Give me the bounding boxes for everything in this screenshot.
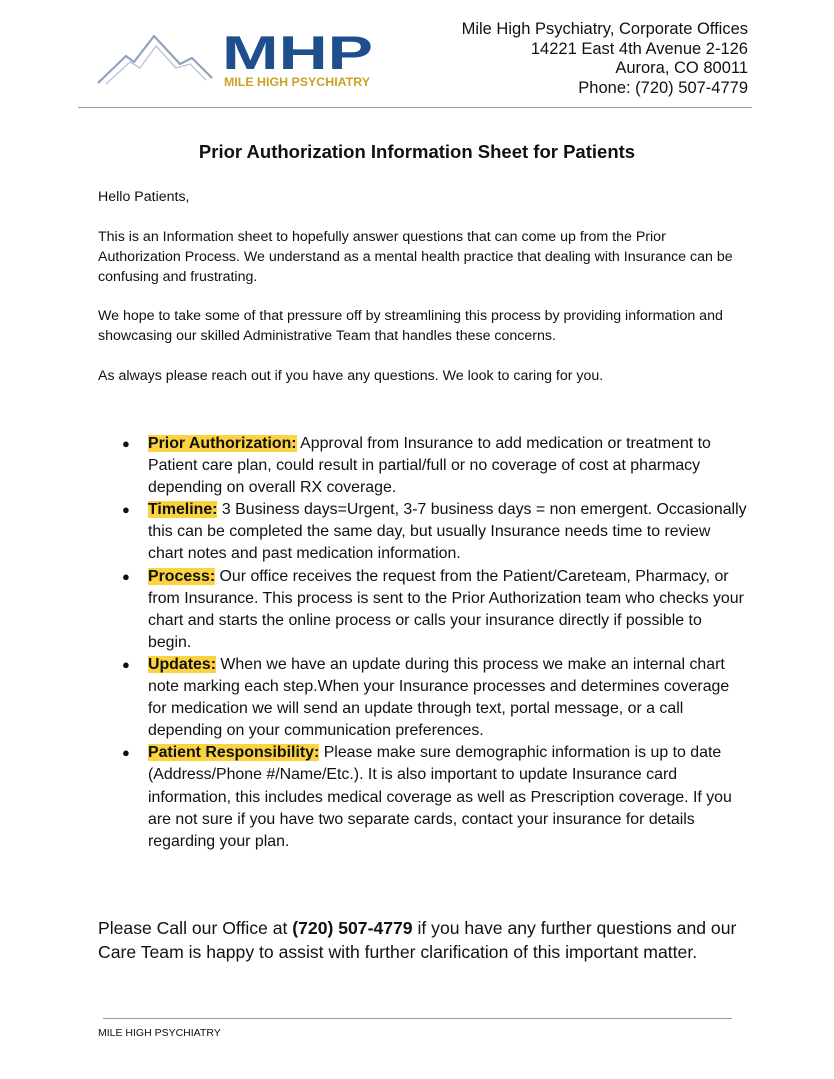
term-highlight: Process: <box>148 567 216 585</box>
address-line: 14221 East 4th Avenue 2-126 <box>530 39 748 58</box>
greeting: Hello Patients, <box>98 189 190 205</box>
closing-text: Please Call our Office at <box>98 918 293 938</box>
bullet-icon: ● <box>122 436 130 451</box>
closing-text: if you have any further questions and our Care Team is happy to assist with further clarification of this important matter. <box>98 918 737 962</box>
term-highlight: Timeline: <box>148 501 218 519</box>
term-description: Please make sure demographic information is up to date (Address/Phone #/Name/Etc.). It is also important to update Insurance card information, this includes medical coverage as well as Prescription coverage. If you are not sure if you have two separate cards, contact your insurance for details regarding your plan. <box>148 744 732 850</box>
term-description: 3 Business days=Urgent, 3-7 business days = non emergent. Occasionally this can be completed the same day, but usually Insurance needs time to review chart notes and past medication information. <box>148 501 747 563</box>
page-title: Prior Authorization Information Sheet for Patients <box>198 141 636 162</box>
address-phone: Phone: (720) 507-4779 <box>578 78 748 97</box>
mountain-icon <box>98 36 212 84</box>
intro-paragraph: This is an Information sheet to hopefully answer questions that can come up from the Prior Authorization Process. We understand as a mental health practice that dealing with Insurance can be confusing and frustrating. <box>98 229 733 285</box>
term-description: When we have an update during this process we make an internal chart note marking each step.When your Insurance processes and determines coverage for medication we will send an update through text, portal message, or a call depending on your communication preferences. <box>148 655 730 740</box>
list-item <box>118 566 748 654</box>
term-description: Our office receives the request from the Patient/Careteam, Pharmacy, or from Insurance. This process is sent to the Prior Authorization team who checks your chart and starts the online process or calls your insurance directly if possible to begin. <box>148 567 744 651</box>
company-address <box>462 20 748 98</box>
list-item <box>118 654 748 742</box>
term-highlight: Prior Authorization: <box>148 435 297 452</box>
term-highlight: Patient Responsibility: <box>148 744 320 762</box>
intro-paragraph: We hope to take some of that pressure off by streamlining this process by providing information and showcasing our skilled Administrative Team that handles these concerns. <box>98 308 723 344</box>
term-description: Approval from Insurance to add medication or treatment to Patient care plan, could result in partial/full or no coverage of cost at pharmacy depending on overall RX coverage. <box>148 435 711 497</box>
office-phone: (720) 507-4779 <box>292 918 413 938</box>
logo-letters: MHP <box>222 28 373 79</box>
company-logo <box>96 28 376 90</box>
bullet-icon: ● <box>122 656 130 672</box>
footer-text: MILE HIGH PSYCHIATRY <box>98 1027 221 1039</box>
intro-paragraph: As always please reach out if you have any questions. We look to caring for you. <box>98 368 604 384</box>
bullet-icon: ● <box>122 568 130 584</box>
footer-divider <box>103 1018 732 1019</box>
bullet-icon: ● <box>122 502 130 518</box>
closing-statement <box>98 917 758 964</box>
info-list <box>118 433 748 853</box>
address-line: Aurora, CO 80011 <box>615 59 748 77</box>
term-highlight: Updates: <box>148 655 216 673</box>
list-item <box>118 499 748 565</box>
logo-tagline: MILE HIGH PSYCHIATRY <box>224 77 371 89</box>
list-item <box>118 742 748 852</box>
header-divider <box>78 107 752 108</box>
bullet-icon: ● <box>122 745 130 761</box>
address-line: Mile High Psychiatry, Corporate Offices <box>461 20 748 38</box>
list-item <box>118 433 748 499</box>
